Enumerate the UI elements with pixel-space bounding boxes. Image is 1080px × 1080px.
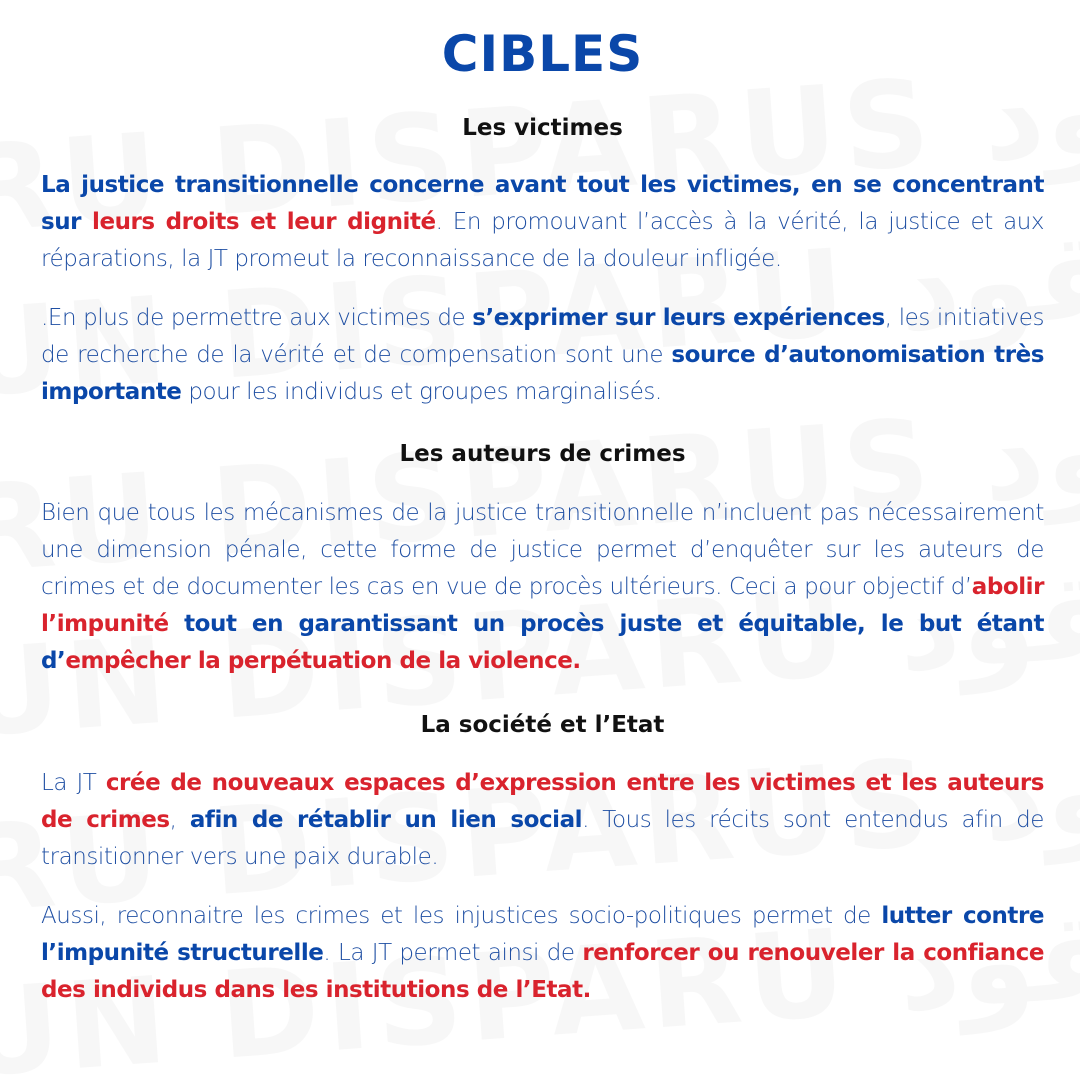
page-title: CIBLES bbox=[441, 25, 644, 83]
document-body bbox=[0, 24, 1080, 1009]
text-span: .En plus de permettre aux victimes de bbox=[41, 305, 473, 331]
text-span: , les initiatives de recherche de la vérité et de compensation sont une bbox=[41, 305, 1044, 368]
highlight-span: tout en garantissant un procès juste et équitable, le but étant d’ bbox=[41, 611, 1044, 674]
text-span: . Tous les récits sont entendus afin de transitionner vers une paix durable. bbox=[41, 807, 1044, 870]
highlight-span: source d’autonomisation très importante bbox=[41, 342, 1045, 405]
highlight-span: s’exprimer sur leurs expériences bbox=[472, 305, 885, 331]
text-span: pour les individus et groupes marginalisés. bbox=[181, 379, 662, 405]
section-victims bbox=[41, 113, 1044, 411]
section-heading-society: La société et l’Etat bbox=[420, 712, 665, 738]
society-paragraph-1 bbox=[41, 765, 1044, 876]
section-heading-victims: Les victimes bbox=[462, 115, 623, 141]
victims-paragraph-2 bbox=[41, 300, 1044, 411]
text-span: . En promouvant l’accès à la vérité, la justice et aux réparations, la JT promeut la reconnaissance de la douleur infligée. bbox=[41, 209, 1044, 272]
highlight-span: abolir l’impunité bbox=[41, 574, 1044, 637]
highlight-span: lutter contre l’impunité structurelle bbox=[41, 903, 1045, 966]
society-paragraph-2 bbox=[41, 898, 1044, 1009]
highlight-span: leurs droits et leur dignité bbox=[92, 209, 436, 235]
highlight-span: afin de rétablir un lien social bbox=[189, 807, 583, 833]
section-perpetrators bbox=[41, 439, 1044, 680]
highlight-span: empêcher la perpétuation de la violence. bbox=[65, 648, 581, 674]
text-span: Bien que tous les mécanismes de la justice transitionnelle n’incluent pas nécessairement une dimension pénale, cette forme de justice permet d’enquêter sur les auteurs de crimes et de documenter les cas en vue de procès ultérieurs. Ceci a pour objectif d’ bbox=[41, 500, 1044, 600]
text-span: La justice transitionnelle concerne avant tout les victimes, en se concentrant sur bbox=[41, 172, 1044, 235]
victims-paragraph-1 bbox=[41, 167, 1044, 278]
text-span: , bbox=[169, 807, 190, 833]
perpetrators-paragraph-1 bbox=[41, 495, 1044, 680]
section-heading-perpetrators: Les auteurs de crimes bbox=[399, 441, 686, 467]
highlight-span: renforcer ou renouveler la confiance des individus dans les institutions de l’Etat. bbox=[41, 940, 1045, 1003]
section-society bbox=[41, 710, 1044, 1009]
text-span: Aussi, reconnaitre les crimes et les injustices socio-politiques permet de bbox=[41, 903, 882, 929]
text-span: La JT bbox=[41, 770, 106, 796]
text-span: . La JT permet ainsi de bbox=[323, 940, 583, 966]
highlight-span: crée de nouveaux espaces d’expression entre les victimes et les auteurs de crimes bbox=[41, 770, 1044, 833]
